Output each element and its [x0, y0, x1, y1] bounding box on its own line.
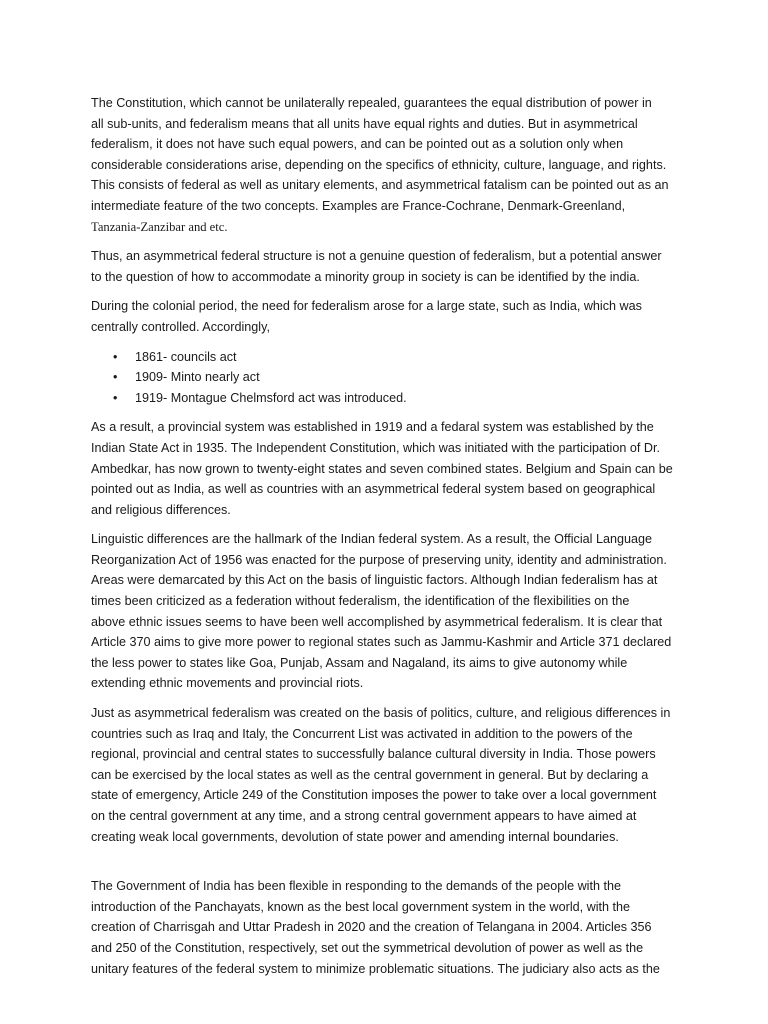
text-line: unitary features of the federal system to minimize problematic situations. The judiciary also acts as the	[91, 961, 660, 976]
document-page	[91, 93, 683, 988]
paragraph-linguistic-differences	[91, 529, 683, 694]
text-line: regional, provincial and central states to successfully balance cultural diversity in India. Those powers	[91, 747, 656, 762]
text-line: The Government of India has been flexible in responding to the demands of the people with the	[91, 879, 621, 894]
text-line: pointed out as India, as well as countries with an asymmetrical federal system based on geographical	[91, 482, 656, 497]
text-line: times been criticized as a federation without federalism, the identification of the flexibilities on the	[91, 594, 630, 609]
paragraph-colonial-period	[91, 296, 683, 337]
text-line: considerable considerations arise, depending on the specifics of ethnicity, culture, language, and rights.	[91, 157, 667, 172]
paragraph-concurrent-list	[91, 703, 683, 847]
bullet-icon: •	[113, 370, 118, 385]
list-item-text: 1919- Montague Chelmsford act was introduced.	[135, 390, 407, 405]
text-line: creating weak local governments, devolution of state power and amending internal boundaries.	[91, 829, 619, 844]
text-line: The Constitution, which cannot be unilaterally repealed, guarantees the equal distribution of power in	[91, 96, 652, 110]
list-item	[91, 388, 683, 409]
paragraph-asymmetrical-structure	[91, 246, 683, 287]
text-line: federalism, it does not have such equal powers, and can be pointed out as a solution only when	[91, 137, 624, 152]
text-line: and 250 of the Constitution, respectively, set out the symmetrical devolution of power as well as the	[91, 940, 644, 955]
text-line: and religious differences.	[91, 502, 231, 517]
text-line: Ambedkar, has now grown to twenty-eight states and seven combined states. Belgium and Spain can be	[91, 461, 673, 476]
text-line: intermediate feature of the two concepts. Examples are France-Cochrane, Denmark-Greenland,	[91, 198, 626, 213]
text-line: centrally controlled. Accordingly,	[91, 319, 270, 334]
bullet-icon: •	[113, 390, 118, 405]
bullet-icon: •	[113, 349, 118, 364]
text-line: During the colonial period, the need for federalism arose for a large state, such as India, which was	[91, 299, 642, 314]
list-item	[91, 367, 683, 388]
text-line: As a result, a provincial system was established in 1919 and a fedaral system was established by the	[91, 420, 654, 435]
text-line: Tanzania-Zanzibar and etc.	[91, 219, 228, 234]
text-line: introduction of the Panchayats, known as the best local government system in the world, with the	[91, 899, 631, 914]
text-line: Areas were demarcated by this Act on the basis of linguistic factors. Although Indian federalism has at	[91, 573, 658, 588]
blank-line	[91, 856, 683, 876]
text-line: creation of Charrisgah and Uttar Pradesh in 2020 and the creation of Telangana in 2004. Articles 356	[91, 920, 652, 935]
text-line: on the central government at any time, and a strong central government appears to have aimed at	[91, 809, 637, 823]
text-line: Thus, an asymmetrical federal structure is not a genuine question of federalism, but a potential answer	[91, 249, 662, 264]
text-line: to the question of how to accommodate a minority group in society is can be identified by the india.	[91, 269, 640, 284]
list-item-text: 1861- councils act	[135, 349, 237, 364]
text-line: Article 370 aims to give more power to regional states such as Jammu-Kashmir and Article 371 declared	[91, 635, 672, 650]
text-line: Just as asymmetrical federalism was created on the basis of politics, culture, and religious differences in	[91, 706, 671, 721]
paragraph-government-flexibility	[91, 876, 683, 979]
paragraph-constitution	[91, 93, 683, 237]
text-line: the less power to states like Goa, Punjab, Assam and Nagaland, its aims to give autonomy while	[91, 655, 628, 670]
list-item	[91, 347, 683, 368]
text-line: can be exercised by the local states as well as the central government in general. But by declaring a	[91, 767, 649, 782]
paragraph-provincial-system	[91, 417, 683, 520]
text-line: This consists of federal as well as unitary elements, and asymmetrical fatalism can be pointed out as an	[91, 178, 669, 193]
text-line: Linguistic differences are the hallmark of the Indian federal system. As a result, the Official Language	[91, 532, 652, 547]
text-line: Indian State Act in 1935. The Independent Constitution, which was initiated with the participation of Dr.	[91, 440, 660, 455]
text-line: above ethnic issues seems to have been well accomplished by asymmetrical federalism. It is clear that	[91, 614, 663, 629]
bullet-list-acts	[91, 347, 683, 409]
text-line: Reorganization Act of 1956 was enacted for the purpose of preserving unity, identity and administration.	[91, 552, 667, 567]
text-line: state of emergency, Article 249 of the Constitution imposes the power to take over a local government	[91, 788, 657, 803]
text-line: all sub-units, and federalism means that all units have equal rights and duties. But in asymmetrical	[91, 116, 638, 131]
list-item-text: 1909- Minto nearly act	[135, 370, 260, 385]
text-line: countries such as Iraq and Italy, the Concurrent List was activated in addition to the powers of the	[91, 726, 633, 741]
text-line: extending ethnic movements and provincial riots.	[91, 676, 364, 691]
